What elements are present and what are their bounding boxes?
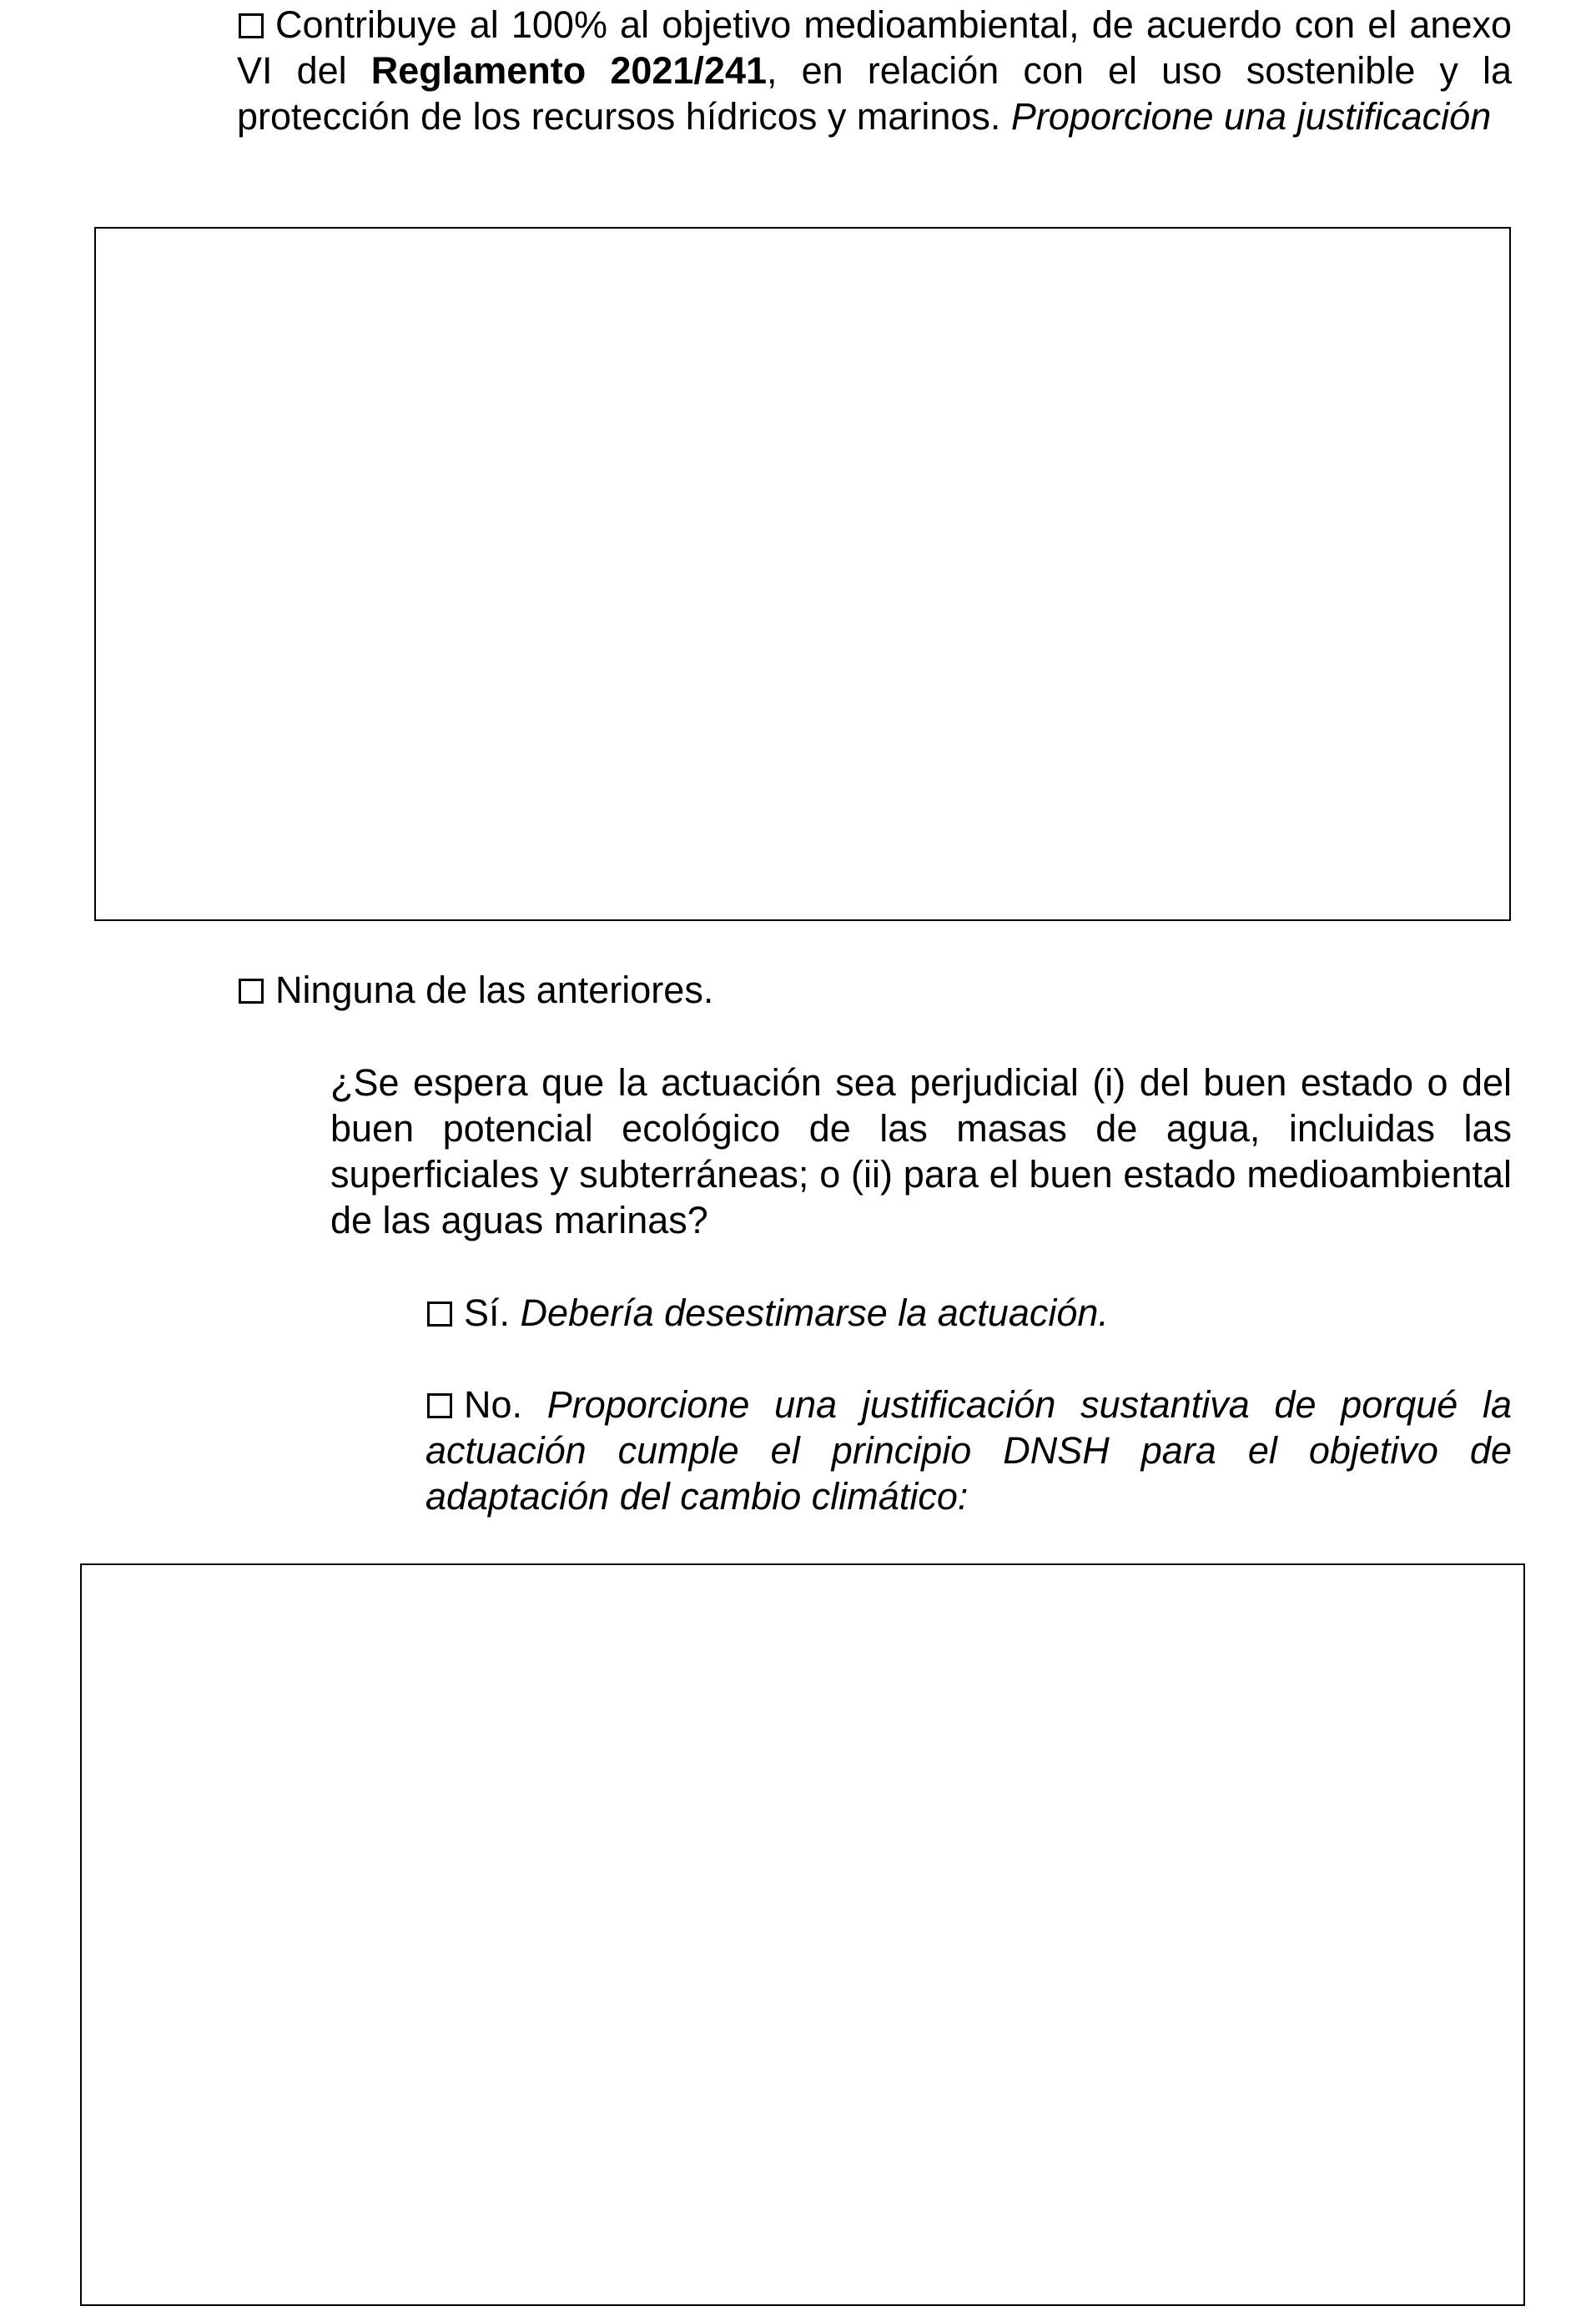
justification-textbox-2[interactable] — [80, 1563, 1525, 2306]
justification-textbox-1[interactable] — [94, 227, 1511, 921]
checkbox-ninguna[interactable] — [239, 979, 264, 1004]
justification-instruction: Proporcione una justificación — [1010, 95, 1492, 138]
question-text: ¿Se espera que la actuación sea perjudicial (i) del buen estado o del buen potencial ecológico de las masas de agua, incluidas las superficiales y subterráneas; o (ii) para el buen estado medioambiental de las aguas marinas? — [330, 1061, 1512, 1241]
option-ninguna-label: Ninguna de las anteriores. — [275, 969, 714, 1011]
option-ninguna — [237, 967, 1512, 1013]
checkbox-si[interactable] — [427, 1301, 452, 1327]
question-perjudicial — [330, 1060, 1512, 1243]
option-recursos-hidricos-text: Contribuye al 100% al objetivo medioambiental, de acuerdo con el anexo VI del — [237, 3, 1512, 92]
option-recursos-hidricos — [237, 2, 1512, 139]
answer-no — [425, 1382, 1512, 1519]
answer-si-label: Sí. — [464, 1291, 511, 1334]
answer-no-note: Proporcione una justificación sustantiva de porqué la actuación cumple el principio DNSH para el objetivo de adaptación del cambio climático: — [425, 1383, 1512, 1518]
checkbox-no[interactable] — [427, 1393, 452, 1418]
answer-no-label: No. — [464, 1383, 523, 1426]
answer-si — [425, 1290, 1512, 1336]
option-recursos-hidricos-text-after: , en relación con el uso sostenible y la protección de los recursos hídricos y marinos. — [237, 49, 1513, 138]
checkbox-recursos-hidricos[interactable] — [239, 13, 264, 38]
answer-si-note: Debería desestimarse la actuación. — [520, 1291, 1109, 1334]
regulation-reference: Reglamento 2021/241 — [370, 49, 768, 92]
